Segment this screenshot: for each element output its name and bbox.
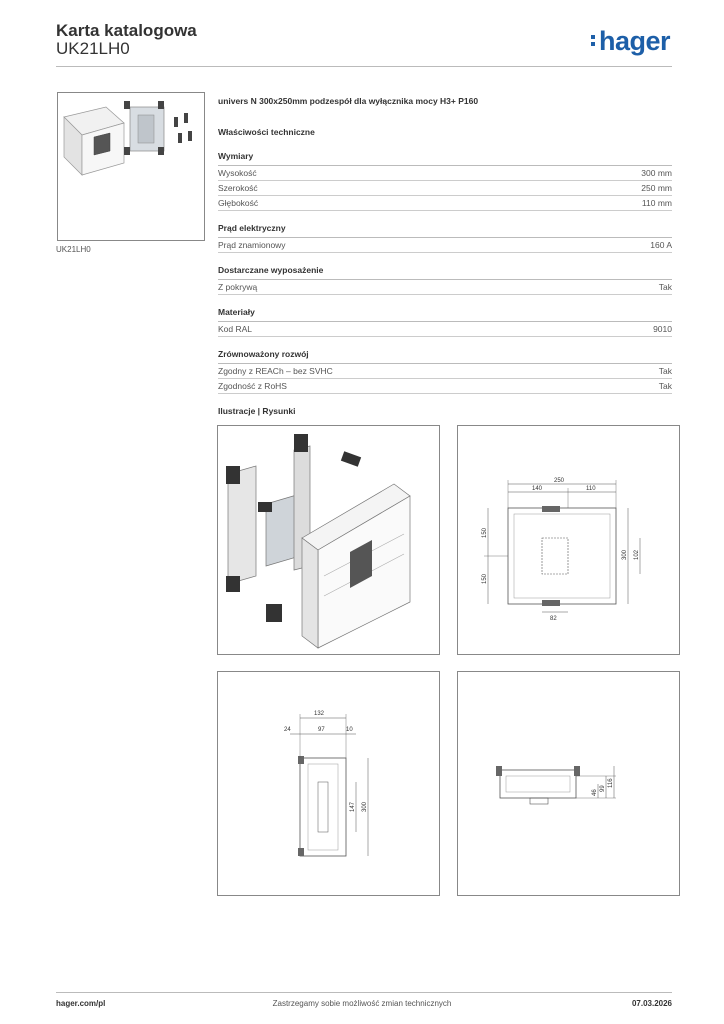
spec-section-dimensions (218, 151, 672, 211)
spec-row (218, 364, 672, 379)
spec-section-materials (218, 307, 672, 337)
spec-value: 160 A (650, 240, 672, 250)
logo-text: hager (599, 26, 671, 56)
spec-section-title: Dostarczane wyposażenie (218, 265, 672, 280)
spec-section-title: Prąd elektryczny (218, 223, 672, 238)
product-code: UK21LH0 (56, 39, 130, 58)
illustrations-heading: Ilustracje | Rysunki (218, 406, 296, 416)
dim-right: 110 (586, 486, 596, 492)
spec-value: 9010 (653, 324, 672, 334)
specs-table (218, 127, 672, 406)
dim-b: 97 (318, 727, 325, 733)
logo-dots-icon (591, 32, 596, 49)
spec-section-title: Wymiary (218, 151, 672, 166)
spec-label: Prąd znamionowy (218, 240, 286, 250)
specs-heading: Właściwości techniczne (218, 127, 315, 137)
product-thumbnail (57, 92, 205, 241)
footer-website-link[interactable]: hager.com/pl (56, 999, 106, 1008)
dim-h-top: 150 (482, 527, 488, 538)
spec-value: 300 mm (641, 168, 672, 178)
spec-value: Tak (658, 282, 672, 292)
dim-left: 140 (532, 486, 543, 492)
spec-row (218, 181, 672, 196)
dim-height: 300 (622, 549, 628, 560)
product-title: univers N 300x250mm podzespół dla wyłącznika mocy H3+ P160 (218, 96, 479, 106)
spec-row (218, 196, 672, 211)
spec-row (218, 238, 672, 253)
spec-label: Zgodność z RoHS (218, 381, 287, 391)
dim-mid: 147 (350, 801, 356, 812)
spec-section-sustainability (218, 349, 672, 394)
spec-value: 250 mm (641, 183, 672, 193)
spec-label: Głębokość (218, 198, 259, 208)
dim-width: 250 (554, 478, 565, 484)
spec-row (218, 166, 672, 181)
page-title: Karta katalogowa (56, 21, 197, 40)
exploded-view-icon (218, 426, 439, 654)
header-divider (56, 66, 672, 67)
spec-label: Kod RAL (218, 324, 253, 334)
footer-date: 07.03.2026 (631, 999, 672, 1008)
spec-section-current (218, 223, 672, 253)
figure-side-dimensions (217, 671, 440, 896)
spec-label: Zgodny z REACh – bez SVHC (218, 366, 333, 376)
dim-d3: 116 (608, 778, 614, 788)
dim-total: 132 (314, 711, 325, 717)
spec-section-title: Materiały (218, 307, 672, 322)
dim-d1: 46 (592, 789, 598, 796)
figure-front-dimensions (457, 425, 680, 655)
dim-c: 10 (346, 727, 353, 733)
spec-value: 110 mm (641, 198, 672, 208)
figure-top-dimensions (457, 671, 680, 896)
spec-section-equipment (218, 265, 672, 295)
dim-d2: 99 (600, 785, 606, 792)
hager-logo (591, 26, 670, 57)
side-drawing-icon (218, 672, 439, 895)
figure-exploded-view (217, 425, 440, 655)
spec-value: Tak (658, 381, 672, 391)
product-thumbnail-icon (58, 93, 204, 240)
front-drawing-icon (458, 426, 679, 654)
top-drawing-icon (458, 672, 679, 895)
dim-bottom: 82 (550, 616, 557, 622)
spec-value: Tak (658, 366, 672, 376)
footer-disclaimer: Zastrzegamy sobie możliwość zmian technicznych (272, 999, 452, 1008)
spec-label: Szerokość (218, 183, 258, 193)
spec-label: Wysokość (218, 168, 257, 178)
dim-inner: 102 (634, 549, 640, 560)
thumbnail-caption: UK21LH0 (56, 245, 91, 254)
dim-a: 24 (284, 727, 291, 733)
spec-label: Z pokrywą (218, 282, 258, 292)
spec-section-title: Zrównoważony rozwój (218, 349, 672, 364)
spec-row (218, 280, 672, 295)
dim-side-height: 300 (362, 801, 368, 812)
footer-divider (56, 992, 672, 993)
dim-h-bottom: 150 (482, 573, 488, 584)
spec-row (218, 322, 672, 337)
spec-row (218, 379, 672, 394)
